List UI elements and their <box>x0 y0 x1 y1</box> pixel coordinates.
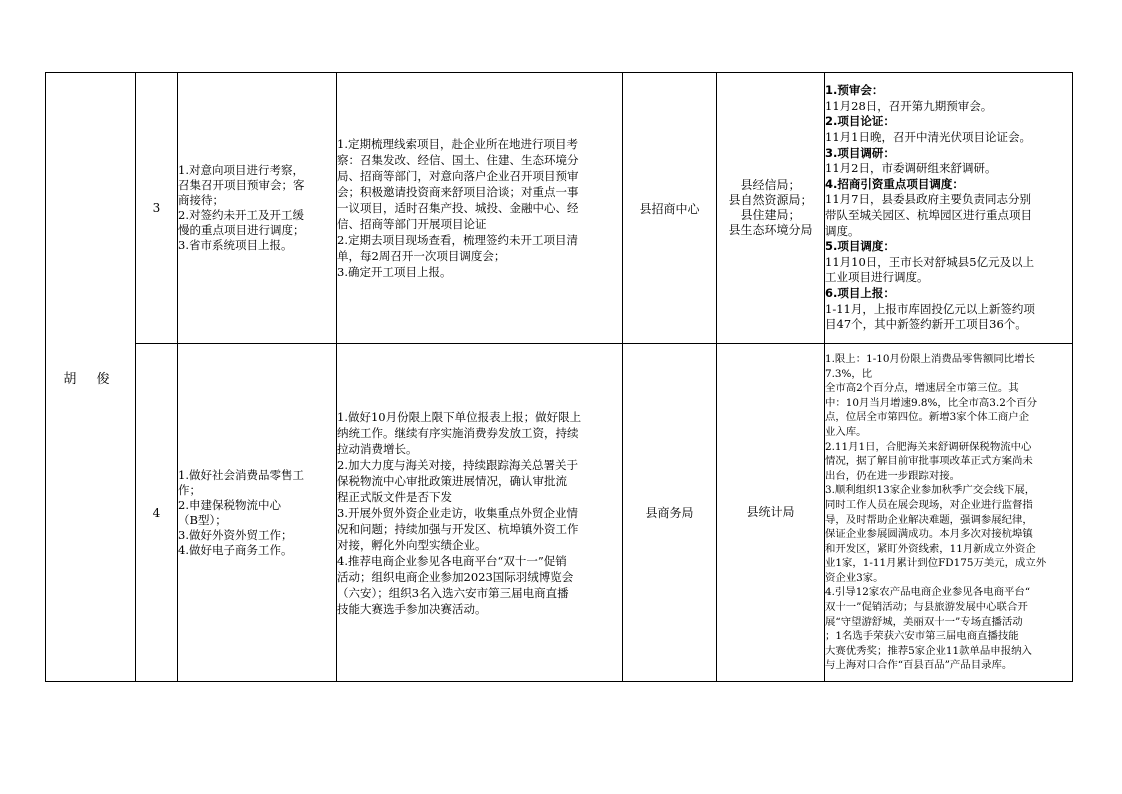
progress-line: 导，及时帮助企业解决难题，强调参展纪律， <box>825 513 1033 526</box>
measure-line: 2.定期去项目现场查看，梳理签约未开工项目清 <box>337 233 578 247</box>
table-row <box>46 73 1073 344</box>
task-line: 3.做好外资外贸工作； <box>178 527 293 542</box>
progress-line: 11月2日，市委调研组来舒调研。 <box>825 161 997 176</box>
measure-line: 4.推荐电商企业参见各电商平台“双十一”促销 <box>337 553 567 568</box>
progress-line: 保证企业参展圆满成功。本月多次对接杭埠镇 <box>825 528 1033 541</box>
coop-unit-cell <box>717 73 825 344</box>
table-row <box>46 344 1073 682</box>
progress-line: 11月7日，县委县政府主要负责同志分别 <box>825 192 1031 207</box>
measure-line: （六安）；组织3名入选六安市第三届电商直播 <box>337 585 569 600</box>
progress-line: 点，位居全市第四位。新增3家个体工商户企 <box>825 411 1030 424</box>
progress-line: 1.限上：1-10月份限上消费品零售额同比增长 <box>825 352 1035 365</box>
progress-line: 出台，仍在进一步跟踪对接。 <box>825 469 961 482</box>
coop-unit: 县经信局； <box>740 178 801 192</box>
progress-line: 11月28日，召开第九期预审会。 <box>825 98 993 113</box>
progress-line: 11月1日晚，召开中清光伏项目论证会。 <box>825 130 1031 145</box>
progress-line: 业1家，1-11月累计到位FD175万美元，成立外 <box>825 557 1047 570</box>
measure-line: 保税物流中心审批政策进展情况，确认审批流 <box>337 473 567 488</box>
measure-line: 信、招商等部门开展项目论证 <box>337 217 487 231</box>
task-line: 4.做好电子商务工作。 <box>178 542 293 557</box>
progress-line: 资企业3家。 <box>825 571 884 584</box>
measure-line: 单，每2周召开一次项目调度会； <box>337 249 506 263</box>
measure-line: 3.开展外贸外资企业走访，收集重点外贸企业情 <box>337 505 578 520</box>
measure-line: 2.加大力度与海关对接，持续跟踪海关总署关于 <box>337 457 578 472</box>
work-progress-table <box>45 72 1073 682</box>
measure-line: 1.定期梳理线索项目，赴企业所在地进行项目考 <box>337 137 578 151</box>
task-line: 1.对意向项目进行考察， <box>178 163 304 177</box>
progress-line: 调度。 <box>825 223 860 238</box>
progress-line: 目47个，其中新签约新开工项目36个。 <box>825 317 1027 332</box>
task-line: 作； <box>178 482 201 497</box>
progress-line: 情况，据了解目前审批事项改革正式方案尚未 <box>825 455 1033 468</box>
progress-line: 中：10月当月增速9.8%，比全市高3.2个百分 <box>825 396 1038 409</box>
measure-cell <box>337 344 623 682</box>
measure-line: 纳统工作。继续有序实施消费券发放工资，持续 <box>337 425 579 440</box>
task-line: 1.做好社会消费品零售工 <box>178 467 304 482</box>
lead-unit-cell: 县招商中心 <box>623 73 717 344</box>
coop-unit: 县自然资源局； <box>728 193 813 207</box>
coop-unit: 县统计局 <box>746 505 795 519</box>
task-line: 慢的重点项目进行调度； <box>178 223 305 237</box>
progress-line: 大赛优秀奖；推荐5家企业11款单品申报纳入 <box>825 644 1032 657</box>
progress-heading: 6.项目上报： <box>825 285 895 300</box>
task-cell <box>178 73 337 344</box>
coop-unit-cell <box>717 344 825 682</box>
progress-line: 带队至城关园区、杭埠园区进行重点项目 <box>825 208 1032 222</box>
task-line: 2.对签约未开工及开工缓 <box>178 208 304 222</box>
progress-line: 3.顺利组织13家企业参加秋季广交会线下展， <box>825 484 1036 497</box>
measure-line: 况和问题；持续加强与开发区、杭埠镇外资工作 <box>337 521 579 536</box>
progress-line: 工业项目进行调度。 <box>825 270 929 285</box>
leader-cell: 胡 俊 <box>46 73 136 682</box>
measure-line: 1.做好10月份限上限下单位报表上报；做好限上 <box>337 409 582 424</box>
progress-line: 双十一”促销活动；与县旅游发展中心联合开 <box>825 601 1028 614</box>
task-line: 召集召开项目预审会；客 <box>178 178 305 192</box>
measure-line: 局、招商等部门，对意向落户企业召开项目预审 <box>337 169 579 183</box>
measure-line: 3.确定开工项目上报。 <box>337 265 452 279</box>
measure-line: 会；积极邀请投资商来舒项目洽谈；对重点一事 <box>337 185 579 199</box>
task-cell <box>178 344 337 682</box>
progress-line: 与上海对口合作“百县百品”产品目录库。 <box>825 659 1013 672</box>
progress-line: 7.3%，比 <box>825 367 873 380</box>
progress-line: 全市高2个百分点，增速居全市第三位。其 <box>825 382 1019 395</box>
progress-line: 1-11月，上报市库固投亿元以上新签约项 <box>825 301 1035 316</box>
measure-line: 程正式版文件是否下发 <box>337 489 452 504</box>
measure-line: 察：召集发改、经信、国土、住建、生态环境分 <box>337 153 579 167</box>
progress-cell <box>825 344 1073 682</box>
progress-line: 11月10日，王市长对舒城县5亿元及以上 <box>825 254 1035 269</box>
measure-cell <box>337 73 623 344</box>
measure-line: 一议项目，适时召集产投、城投、金融中心、经 <box>337 201 579 215</box>
progress-heading: 2.项目论证： <box>825 114 895 129</box>
progress-line: 和开发区，紧盯外资线索，11月新成立外资企 <box>825 542 1036 555</box>
progress-heading: 5.项目调度： <box>825 239 895 254</box>
progress-line: 2.11月1日，合肥海关来舒调研保税物流中心 <box>825 440 1032 453</box>
lead-unit-cell: 县商务局 <box>623 344 717 682</box>
progress-heading: 4.招商引资重点项目调度： <box>825 176 964 191</box>
task-line: 3.省市系统项目上报。 <box>178 238 293 252</box>
coop-unit: 县生态环境分局 <box>728 223 813 237</box>
measure-line: 对接，孵化外向型实绩企业。 <box>337 537 487 552</box>
measure-line: 技能大赛选手参加决赛活动。 <box>337 601 487 616</box>
row-number: 4 <box>136 344 178 682</box>
progress-line: 4.引导12家农产品电商企业参见各电商平台“ <box>825 586 1031 599</box>
progress-heading: 3.项目调研： <box>825 145 895 160</box>
task-line: （B型）； <box>178 512 227 527</box>
progress-line: ；1名选手荣获六安市第三届电商直播技能 <box>825 630 1019 643</box>
progress-line: 同时工作人员在展会现场，对企业进行监督指 <box>825 498 1033 511</box>
progress-heading: 1.预审会： <box>825 83 884 98</box>
measure-line: 拉动消费增长。 <box>337 441 418 456</box>
coop-unit: 县住建局； <box>740 208 801 222</box>
task-line: 2.申建保税物流中心 <box>178 497 281 512</box>
progress-line: 展“守望游舒城，美丽双十一”专场直播活动 <box>825 615 1023 628</box>
progress-line: 业入库。 <box>825 425 867 438</box>
measure-line: 活动；组织电商企业参加2023国际羽绒博览会 <box>337 569 574 584</box>
progress-cell <box>825 73 1073 344</box>
row-number: 3 <box>136 73 178 344</box>
task-line: 商接待； <box>178 193 224 207</box>
